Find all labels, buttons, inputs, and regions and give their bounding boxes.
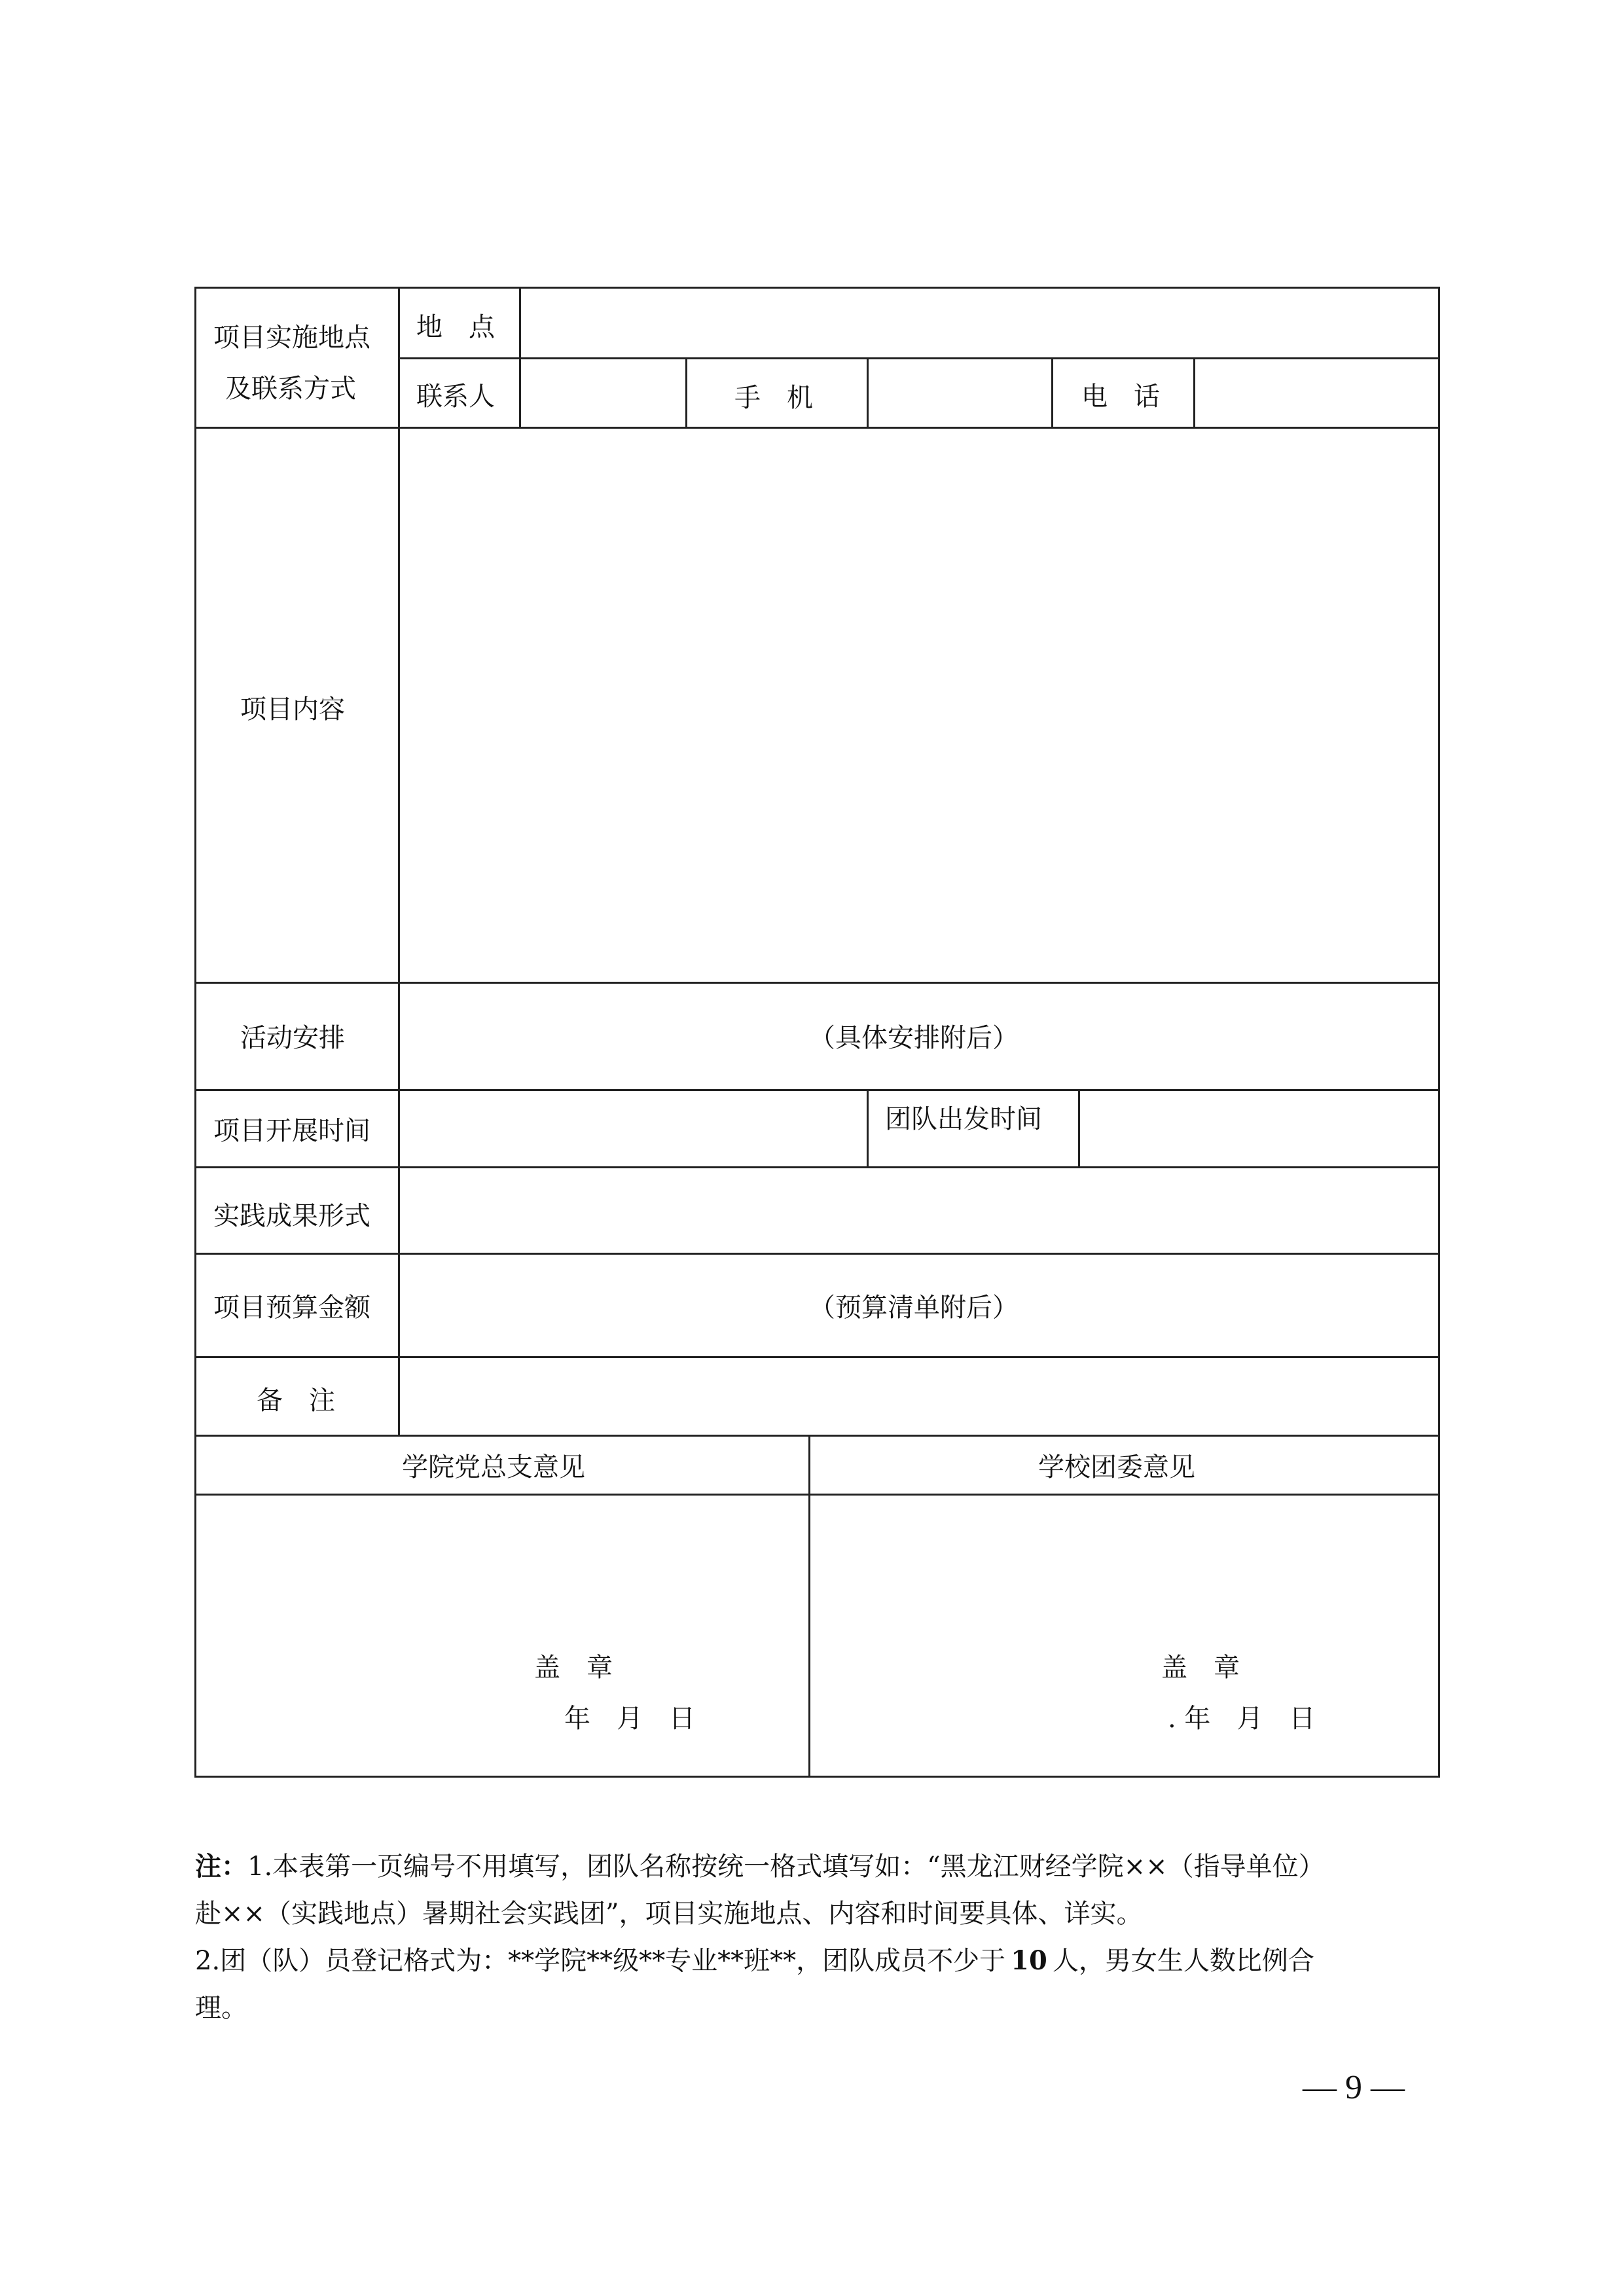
college-date-text: 年 月 日 <box>564 1704 695 1734</box>
college-opinion-label: 学院党总支意见 <box>402 1452 585 1482</box>
contact-label: 联系人 <box>416 382 495 412</box>
location-label-line2: 及联系方式 <box>225 374 356 404</box>
table-rule <box>867 1089 869 1168</box>
page-number: — 9 — <box>1303 2069 1405 2106</box>
start-time-label: 项目开展时间 <box>213 1116 370 1146</box>
budget-value: （预算清单附后） <box>809 1293 1019 1323</box>
note-1-text: 1.本表第一页编号不用填写，团队名称按统一格式填写如：“黑龙江财经学院××（指导单位） <box>247 1852 1325 1882</box>
table-rule <box>1051 357 1053 429</box>
college-opinion-input[interactable] <box>198 1498 806 1772</box>
result-label: 实践成果形式 <box>213 1201 370 1231</box>
phone-label: 电 话 <box>1081 382 1160 412</box>
table-rule <box>194 1356 1440 1358</box>
table-rule <box>398 357 1440 359</box>
note-2-line-1 <box>195 1945 1314 1976</box>
result-input[interactable] <box>402 1170 1436 1251</box>
phone-input[interactable] <box>1197 361 1437 425</box>
table-rule <box>194 1494 1440 1496</box>
note-2-line-2: 理。 <box>195 1993 247 2023</box>
note-1-line-1 <box>195 1851 1325 1882</box>
place-input[interactable] <box>524 291 1436 356</box>
school-date-text: . 年 月 日 <box>1168 1704 1316 1734</box>
location-label-line1: 项目实施地点 <box>213 323 370 353</box>
table-rule <box>867 357 869 429</box>
table-rule <box>194 1089 1440 1091</box>
table-rule <box>194 1253 1440 1255</box>
table-rule <box>194 1166 1440 1168</box>
note-2-text: 2.团（队）员登记格式为：**学院**级**专业**班**，团队成员不少于 <box>195 1946 1006 1976</box>
departure-label: 团队出发时间 <box>885 1104 1042 1134</box>
table-border-top <box>194 287 1440 289</box>
activity-value: （具体安排附后） <box>809 1023 1019 1053</box>
table-rule <box>1078 1089 1080 1168</box>
note-1-line-2: 赴××（实践地点）暑期社会实践团”，项目实施地点、内容和时间要具体、详实。 <box>195 1899 1143 1929</box>
mobile-label: 手 机 <box>734 383 813 413</box>
note-2-number: 10 <box>1011 1945 1047 1976</box>
table-border-bottom <box>194 1776 1440 1778</box>
budget-label: 项目预算金额 <box>213 1293 370 1323</box>
table-border-right <box>1438 287 1440 1778</box>
content-label: 项目内容 <box>240 694 345 725</box>
contact-input[interactable] <box>524 361 683 425</box>
school-opinion-input[interactable] <box>812 1498 1436 1772</box>
departure-input[interactable] <box>1082 1093 1437 1165</box>
table-rule <box>194 1435 1440 1437</box>
note-prefix: 注： <box>195 1851 247 1882</box>
note-2-text-end: 人，男女生人数比例合 <box>1052 1946 1314 1976</box>
table-rule <box>194 982 1440 984</box>
table-rule <box>194 427 1440 429</box>
table-rule <box>1193 357 1195 429</box>
start-time-input[interactable] <box>402 1093 865 1165</box>
table-rule <box>685 357 687 429</box>
place-label: 地 点 <box>416 312 495 342</box>
activity-label: 活动安排 <box>240 1023 345 1053</box>
mobile-input[interactable] <box>871 361 1049 425</box>
table-rule <box>808 1435 810 1778</box>
remark-input[interactable] <box>402 1360 1436 1433</box>
table-border-left <box>194 287 196 1778</box>
table-rule <box>398 287 400 1437</box>
college-seal-text: 盖 章 <box>534 1653 613 1683</box>
table-rule <box>519 287 521 429</box>
content-input[interactable] <box>402 431 1436 980</box>
remark-label: 备 注 <box>257 1386 335 1416</box>
school-seal-text: 盖 章 <box>1161 1653 1240 1683</box>
school-opinion-label: 学校团委意见 <box>1038 1452 1195 1482</box>
